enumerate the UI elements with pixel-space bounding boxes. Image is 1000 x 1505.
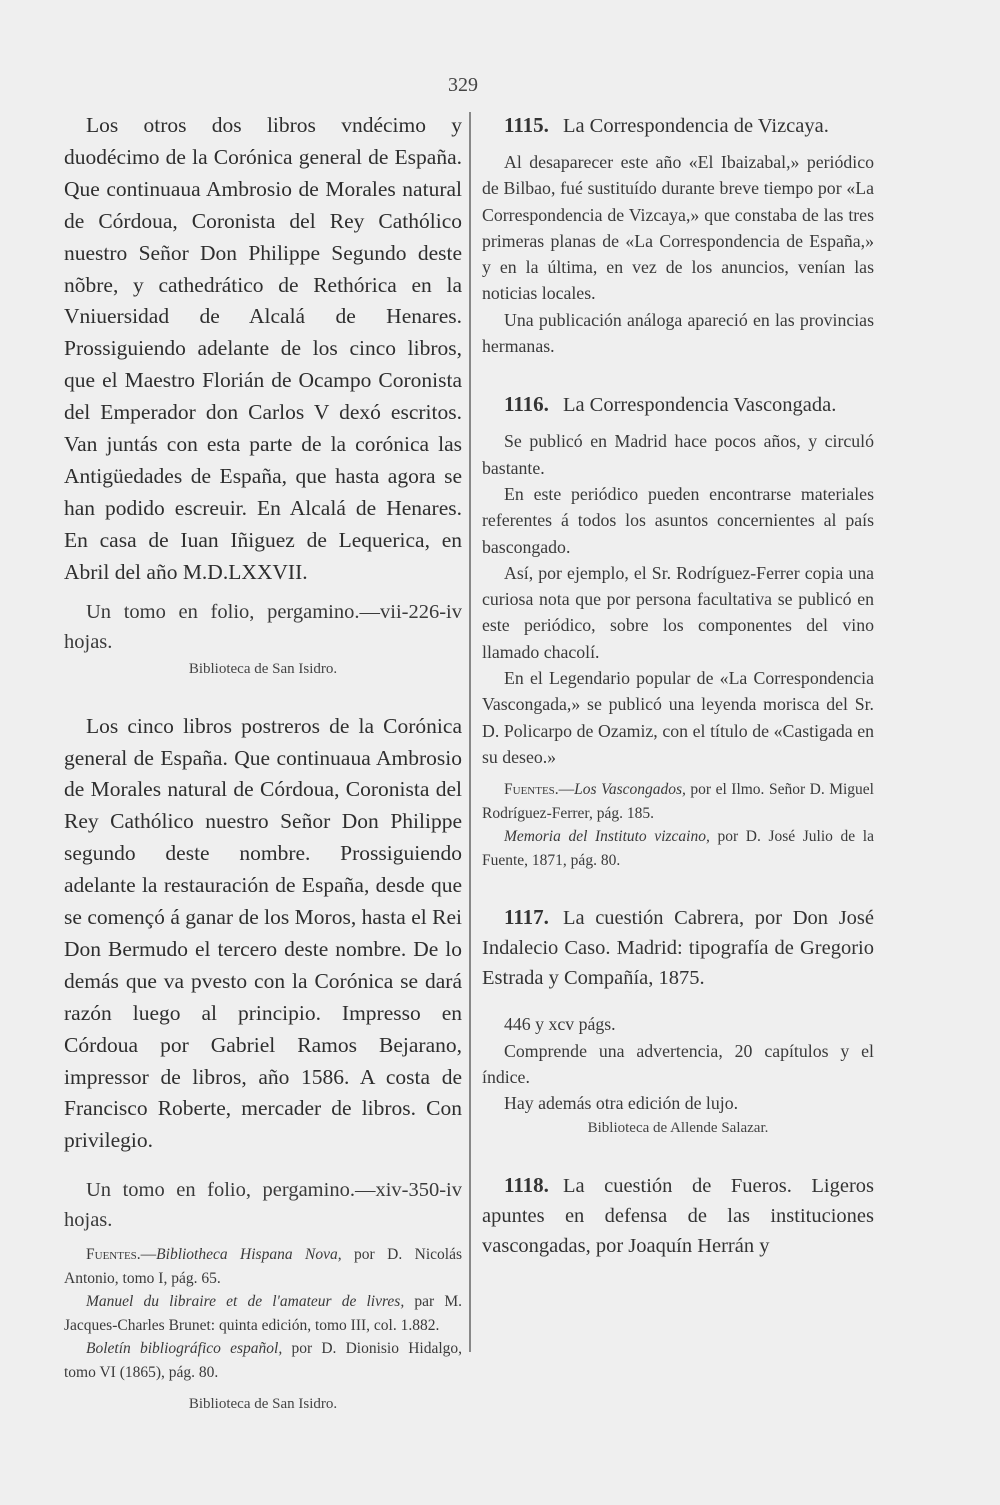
entry-1116-paragraph-1: Se publicó en Madrid hace pocos años, y circuló bastante. — [482, 431, 874, 478]
sources-entry-2 — [64, 1290, 462, 1337]
sources-entry-1: Fuentes.—Bibliotheca Hispana Nova, por D. Nicolás Antonio, tomo I, pág. 65. — [64, 1246, 463, 1287]
sources-label: Fuentes. — [86, 1246, 141, 1264]
column-divider — [469, 112, 471, 1352]
entry-1116-source-2-title: Memoria del Instituto vizcaino, — [504, 828, 710, 846]
entry-1116-source-2-detail: por D. José Julio de la Fuente, 1871, pág. 80. — [482, 828, 874, 869]
entry-1115-number: 1115. — [504, 113, 549, 137]
source-1-title: Bibliotheca Hispana Nova, — [156, 1246, 342, 1264]
entry-1117-heading — [482, 902, 874, 993]
book1-location: Biblioteca de San Isidro. — [188, 660, 338, 677]
entry-1116-paragraph-4: En el Legendario popular de «La Correspondencia Vascongada,» se publicó una leyenda morisca del Sr. D. Policarpo de Ozamiz, con el título de «Castigada en su deseo.» — [482, 668, 874, 767]
entry-1118-heading — [482, 1170, 874, 1261]
book1-title: Los otros dos libros vndécimo y duodécimo de la Corónica general de España. Que continuaua Ambrosio de Morales natural de Córdoua, Coronista del Rey Cathólico nuestro Señor Don Philippe Segundo deste nõbre, y cathedrático de Rethórica en la Vniuersidad de Alcalá de Henares. Prossiguiendo adelante de los cinco libros, que el Maestro Florián de Ocampo Coronista del Emperador don Carlos V dexó escritos. Van juntás con esta parte de la corónica las Antigüedades de España, que hasta agora se han podido escreuir. En Alcalá de Henares. En casa de Iuan Iñiguez de Lequerica, en Abril del año M.D.LXXVII. — [64, 113, 462, 584]
entry-1117-title: La cuestión Cabrera, por Don José Indalecio Caso. Madrid: tipografía de Gregorio Estrada y Compañía, 1875. — [482, 907, 874, 990]
page-number: 329 — [448, 74, 478, 96]
entry-1115-heading — [482, 110, 874, 141]
entry-1116-paragraph-3: Así, por ejemplo, el Sr. Rodríguez-Ferrer copia una curiosa nota que por persona facultativa se publicó en este periódico, sobre los componentes del vino llamado chacolí. — [482, 562, 874, 662]
book2-location: Biblioteca de San Isidro. — [188, 1396, 338, 1413]
entry-1115-title: La Correspondencia de Vizcaya. — [562, 115, 829, 137]
entry-1118-number: 1118. — [504, 1173, 549, 1198]
right-column — [482, 110, 874, 1261]
entry-1117-paragraph-3: Hay además otra edición de lujo. — [504, 1093, 739, 1114]
entry-1116-paragraph-2: En este periódico pueden encontrarse materiales referentes á todos los asuntos concernientes al país bascongado. — [482, 483, 874, 557]
source-2-detail: par M. Jacques-Charles Brunet: quinta edición, tomo III, col. 1.882. — [64, 1293, 462, 1334]
entry-1116-title: La Correspondencia Vascongada. — [562, 394, 837, 417]
source-3-title: Boletín bibliográfico español, — [86, 1340, 283, 1358]
entry-1118-title: La cuestión de Fueros. Ligeros apuntes en defensa de las instituciones vascongadas, por Joaquín Herrán y — [482, 1175, 874, 1258]
entry-1116-source-2 — [482, 825, 874, 872]
entry-1115-paragraph-2: Una publicación análoga apareció en las provincias hermanas. — [482, 309, 874, 357]
entry-1116-source-1-title: Los Vascongados, — [574, 781, 686, 799]
book1-description: Un tomo en folio, pergamino.—vii-226-iv hojas. — [64, 600, 462, 653]
sources-entry-3 — [64, 1337, 462, 1384]
entry-1115-paragraph-1: Al desaparecer este año «El Ibaizabal,» periódico de Bilbao, fué sustituído durante breve tiempo por «La Correspondencia de Vizcaya,» que constaba de las tres primeras planas de «La Correspondencia de España,» y en la última, en vez de los anuncios, venían las noticias locales. — [482, 152, 874, 304]
entry-1117-paragraph-2: Comprende una advertencia, 20 capítulos y el índice. — [482, 1040, 874, 1087]
book2-description: Un tomo en folio, pergamino.—xiv-350-iv hojas. — [64, 1179, 462, 1232]
source-2-title: Manuel du libraire et de l'amateur de livres, — [86, 1293, 405, 1311]
entry-1116-source-1: Fuentes.—Los Vascongados, por el Ilmo. Señor D. Miguel Rodríguez-Ferrer, pág. 185. — [482, 781, 874, 822]
entry-1116-number: 1116. — [504, 392, 549, 417]
entry-1116-source-1-detail: por el Ilmo. Señor D. Miguel Rodríguez-Ferrer, pág. 185. — [482, 781, 874, 822]
book2-title: Los cinco libros postreros de la Corónica general de España. Que continuaua Ambrosio de Morales natural de Córdoua, Coronista del Rey Cathólico nuestro Señor Don Philippe segundo deste nombre. Prossiguiendo adelante la restauración de España, desde que se començó á ganar de los Moros, hasta el Rei Don Bermudo el tercero deste nombre. De lo demás que va pvesto con la Corónica se dará razón luego al principio. Impresso en Córdoua por Gabriel Ramos Bejarano, impressor de libros, año 1586. A costa de Francisco Roberte, mercader de libros. Con privilegio. — [64, 713, 462, 1153]
source-1-detail: por D. Nicolás Antonio, tomo I, pág. 65. — [64, 1246, 463, 1287]
entry-1117-paragraph-1: 446 y xcv págs. — [504, 1014, 616, 1035]
source-3-detail: por D. Dionisio Hidalgo, tomo VI (1865), pág. 80. — [64, 1340, 463, 1381]
entry-1117-location: Biblioteca de Allende Salazar. — [587, 1120, 769, 1137]
entry-1117-number: 1117. — [504, 905, 549, 930]
left-column — [64, 110, 462, 1416]
entry-1116-sources-label: Fuentes. — [504, 781, 559, 799]
entry-1116-heading — [482, 389, 874, 420]
